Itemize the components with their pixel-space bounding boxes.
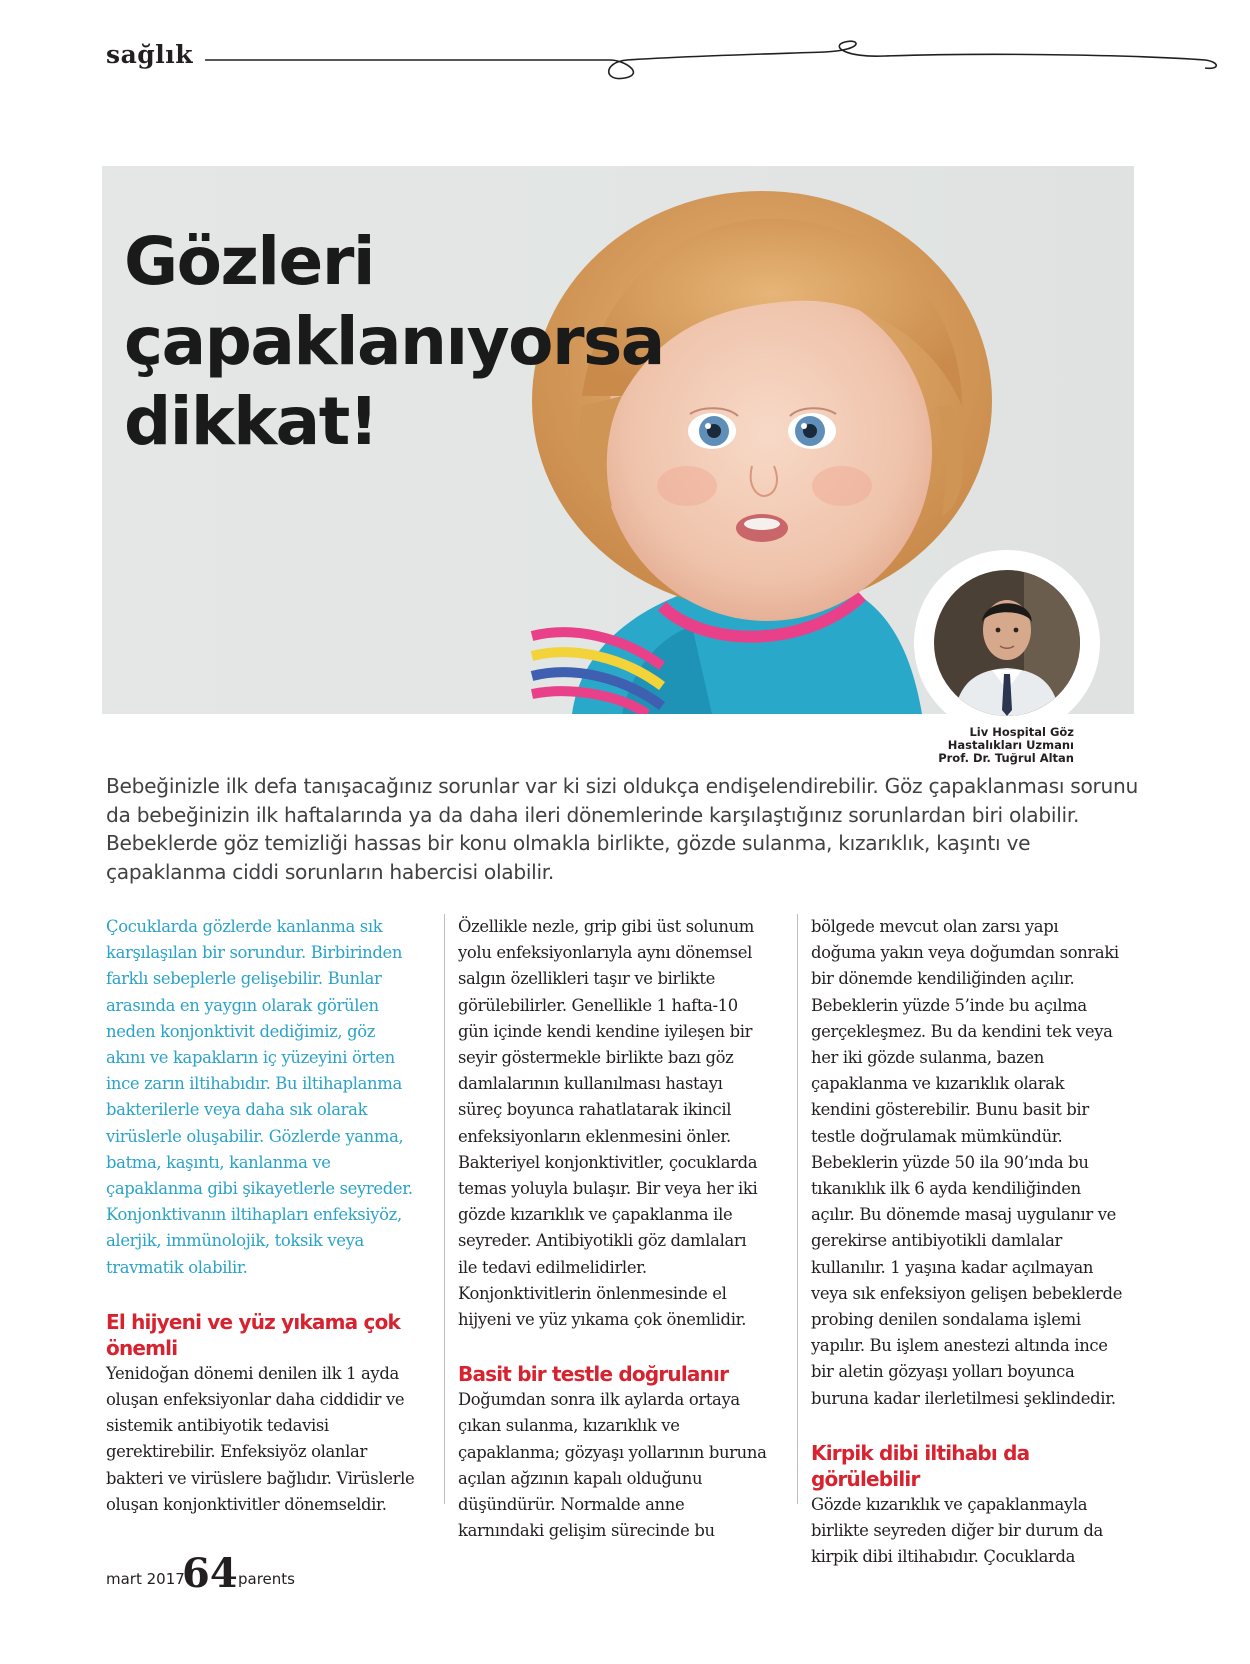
column-divider bbox=[444, 914, 445, 1504]
article-column-2 bbox=[458, 914, 770, 1544]
doctor-photo bbox=[934, 570, 1080, 716]
body-paragraph: Doğumdan sonra ilk aylarda ortaya çıkan sulanma, kızarıklık ve çapaklanma; gözyaşı yollarının buruna açılan ağzının kapalı olduğunu düşündürür. Normalde anne karnındaki gelişim sürecinde bu bbox=[458, 1390, 767, 1541]
section-label: sağlık bbox=[106, 40, 194, 69]
subheading: Kirpik dibi iltihabı da görülebilir bbox=[811, 1440, 1030, 1491]
magazine-name: parents bbox=[238, 1570, 295, 1588]
caption-line-2: Hastalıkları Uzmanı bbox=[947, 738, 1074, 752]
expert-portrait bbox=[914, 550, 1100, 736]
intro-paragraph: Bebeğinizle ilk defa tanışacağınız sorunlar var ki sizi oldukça endişelendirebilir. Göz çapaklanması sorunu da bebeğinizin ilk haftalarında ya da daha ileri dönemlerinde karşılaştığınız sorunlardan biri olabilir. Bebeklerde göz temizliği hassas bir konu olmakla birlikte, gözde sulanma, kızarıklık, kaşıntı ve çapaklanma ciddi sorunların habercisi olabilir. bbox=[106, 774, 1138, 884]
body-paragraph: Yenidoğan dönemi denilen ilk 1 ayda oluşan enfeksiyonlar daha ciddidir ve sistemik antibiyotik tedavisi gerektirebilir. Enfeksiyöz olanlar bakteri ve virüslere bağlıdır. Virüslerle oluşan konjonktivitler dönemseldir. bbox=[106, 1363, 415, 1514]
body-paragraph: Özellikle nezle, grip gibi üst solunum yolu enfeksiyonlarıyla aynı dönemsel salgın özellikleri taşır ve birlikte görülebilirler. Genellikle 1 hafta-10 gün içinde kendi kendine iyileşen bir seyir göstermekle birlikte bazı göz damlalarının kullanılması hastayı süreç boyunca rahatlatarak ikincil enfeksiyonların eklenmesini önler. Bakteriyel konjonktivitler, çocuklarda temas yoluyla bulaşır. Bir veya her iki gözde kızarıklık ve çapaklanma ile seyreder. Antibiyotikli göz damlaları ile tedavi edilmelidirler. Konjonktivitlerin önlenmesinde el hijyeni ve yüz yıkama çok önemlidir. bbox=[458, 917, 758, 1330]
caption-line-3: Prof. Dr. Tuğrul Altan bbox=[938, 751, 1074, 765]
article-column-3 bbox=[811, 914, 1123, 1570]
lead-paragraph: Çocuklarda gözlerde kanlanma sık karşılaşılan bir sorundur. Birbirinden farklı sebeplerle gelişebilir. Bunlar arasında en yaygın olarak görülen neden konjonktivit dediğimiz, göz akını ve kapakların iç yüzeyini örten ince zarın iltihabıdır. Bu iltihaplanma bakterilerle veya daha sık olarak virüslerle oluşabilir. Gözlerde yanma, batma, kaşıntı, kanlanma ve çapaklanma gibi şikayetlerle seyreder. Konjonktivanın iltihapları enfeksiyöz, alerjik, immünolojik, toksik veya travmatik olabilir. bbox=[106, 917, 413, 1277]
page-title: Gözleri çapaklanıyorsa dikkat! bbox=[124, 223, 664, 460]
header-scribble-line bbox=[205, 30, 1245, 90]
caption-line-1: Liv Hospital Göz bbox=[969, 725, 1074, 739]
page-number: 64 bbox=[182, 1550, 238, 1597]
subheading: El hijyeni ve yüz yıkama çok önemli bbox=[106, 1309, 401, 1360]
body-paragraph: Gözde kızarıklık ve çapaklanmayla birlikte seyreden diğer bir durum da kirpik dibi iltihabıdır. Çocuklarda bbox=[811, 1494, 1103, 1567]
issue-date: mart 2017 bbox=[106, 1570, 185, 1588]
column-divider bbox=[797, 914, 798, 1504]
subheading: Basit bir testle doğrulanır bbox=[458, 1362, 729, 1387]
expert-caption bbox=[920, 726, 1074, 765]
article-column-1 bbox=[106, 914, 418, 1518]
body-paragraph: bölgede mevcut olan zarsı yapı doğuma yakın veya doğumdan sonraki bir dönemde kendiliğinden açılır. Bebeklerin yüzde 5’inde bu açılma gerçekleşmez. Bu da kendini tek veya her iki gözde sulanma, bazen çapaklanma ve kızarıklık olarak kendini gösterebilir. Bunu basit bir testle doğrulamak mümkündür. Bebeklerin yüzde 50 ila 90’ında bu tıkanıklık ilk 6 ayda kendiliğinden açılır. Bu dönemde masaj uygulanır ve gerekirse antibiyotikli damlalar kullanılır. 1 yaşına kadar açılmayan veya sık enfeksiyon gelişen bebeklerde probing denilen sondalama işlemi yapılır. Bu işlem anestezi altında ince bir aletin gözyaşı yolları boyunca buruna kadar ilerletilmesi şeklindedir. bbox=[811, 917, 1123, 1408]
